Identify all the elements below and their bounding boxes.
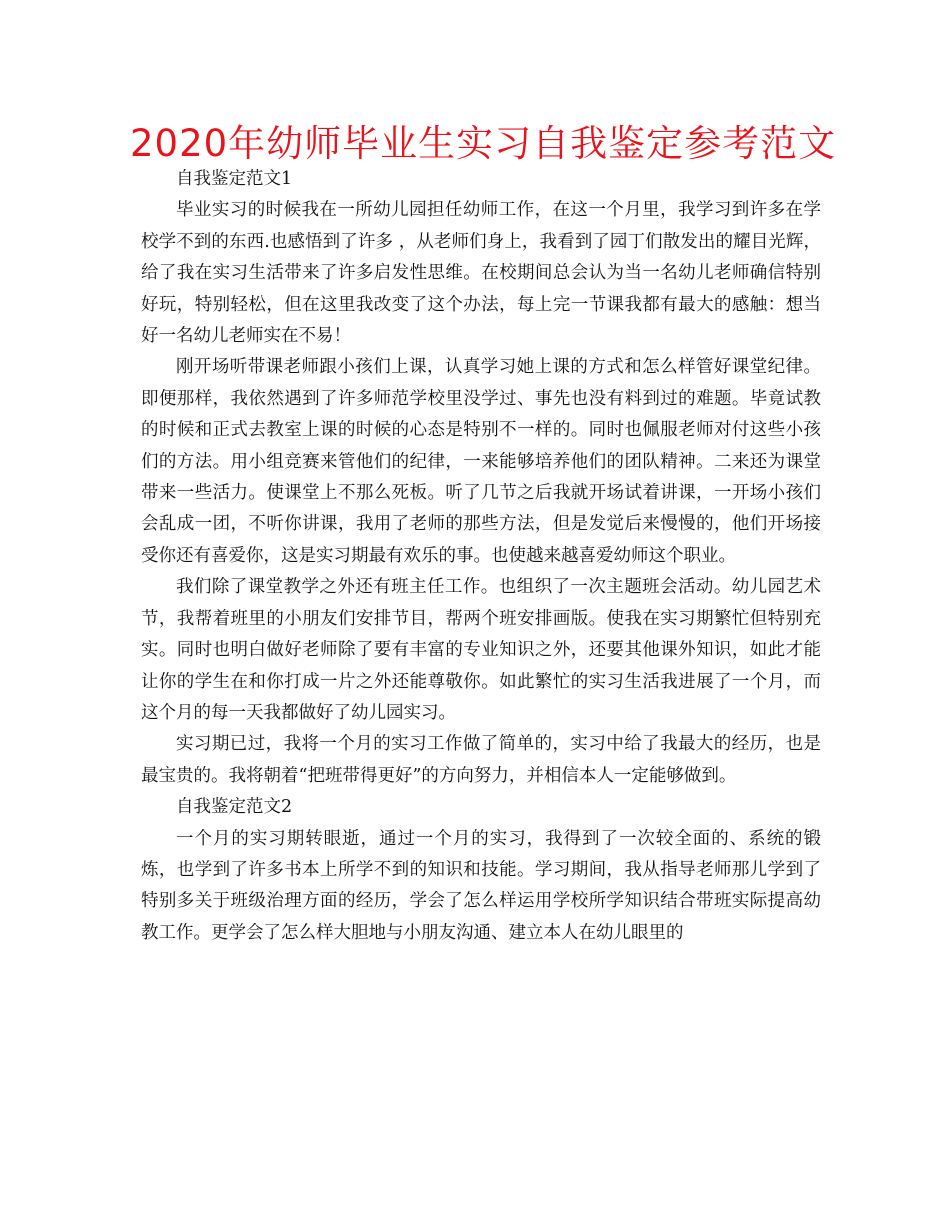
- paragraph: 一个月的实习期转眼逝，通过一个月的实习，我得到了一次较全面的、系统的锻炼，也学到了许多书本上所学不到的知识和技能。学习期间，我从指导老师那儿学到了特别多关于班级治理方面的经历，学会了怎么样运用学校所学知识结合带班实际提高幼教工作。更学会了怎么样大胆地与小朋友沟通、建立本人在幼儿眼里的: [141, 828, 821, 943]
- document-body: [141, 164, 821, 949]
- paragraph: 刚开场听带课老师跟小孩们上课，认真学习她上课的方式和怎么样管好课堂纪律。即便那样，我依然遇到了许多师范学校里没学过、事先也没有料到过的难题。毕竟试教的时候和正式去教室上课的时候的心态是特别不一样的。同时也佩服老师对付这些小孩们的方法。用小组竞赛来管他们的纪律，一来能够培养他们的团队精神。二来还为课堂带来一些活力。使课堂上不那么死板。听了几节之后我就开场试着讲课，一开场小孩们会乱成一团，不听你讲课，我用了老师的那些方法，但是发觉后来慢慢的，他们开场接受你还有喜爱你，这是实习期最有欢乐的事。也使越来越喜爱幼师这个职业。: [141, 357, 821, 566]
- paragraph: 毕业实习的时候我在一所幼儿园担任幼师工作，在这一个月里，我学习到许多在学校学不到的东西.也感悟到了许多 ，从老师们身上，我看到了园丁们散发出的耀目光辉，给了我在实习生活带来了许多启发性思维。在校期间总会认为当一名幼儿老师确信特别好玩，特别轻松，但在这里我改变了这个办法，每上完一节课我都有最大的感触：想当好一名幼儿老师实在不易！: [141, 200, 821, 347]
- paragraph: 实习期已过，我将一个月的实习工作做了简单的，实习中给了我最大的经历，也是最宝贵的。我将朝着“把班带得更好”的方向努力，并相信本人一定能够做到。: [141, 734, 821, 786]
- document-title: 2020年幼师毕业生实习自我鉴定参考范文: [130, 122, 837, 165]
- paragraph: 我们除了课堂教学之外还有班主任工作。也组织了一次主题班会活动。幼儿园艺术节，我帮着班里的小朋友们安排节目，帮两个班安排画版。使我在实习期繁忙但特别充实。同时也明白做好老师除了要有丰富的专业知识之外，还要其他课外知识，如此才能让你的学生在和你打成一片之外还能尊敬你。如此繁忙的实习生活我进展了一个月，而这个月的每一天我都做好了幼儿园实习。: [141, 577, 821, 723]
- section-heading-1: 自我鉴定范文1: [176, 169, 293, 189]
- section-heading-2: 自我鉴定范文2: [176, 797, 293, 818]
